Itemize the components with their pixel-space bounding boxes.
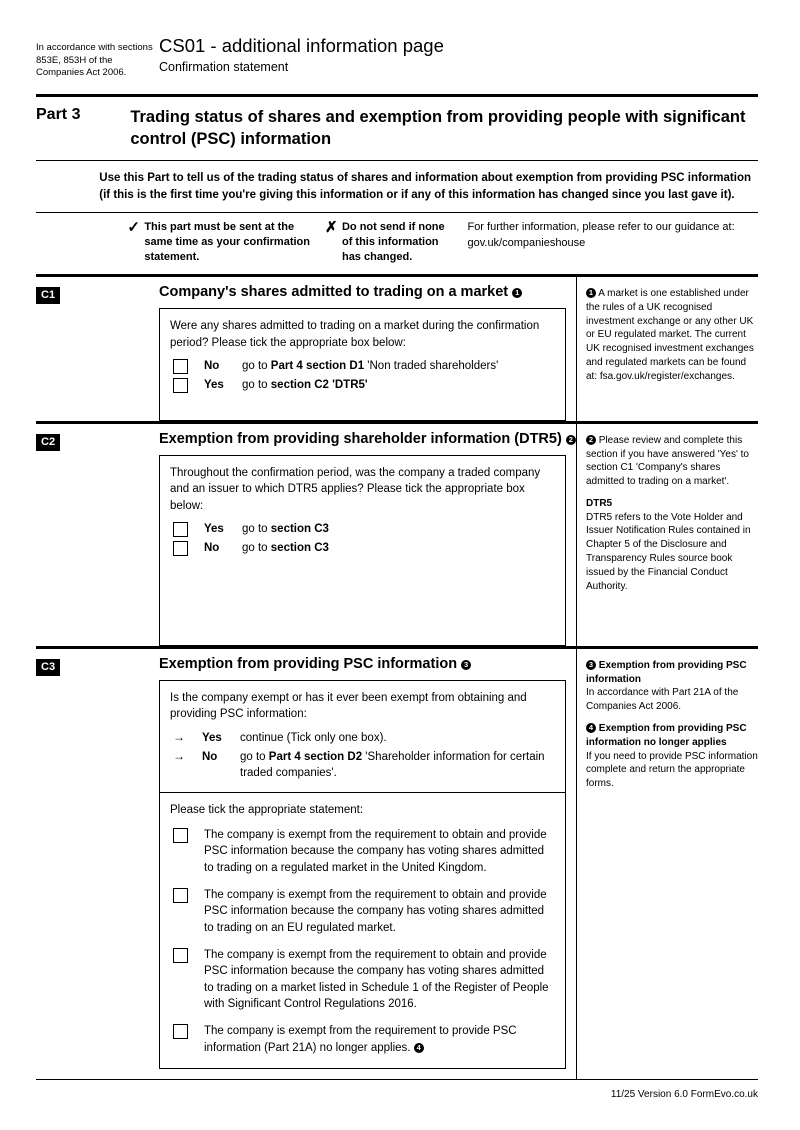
section-c1-option-no[interactable] bbox=[170, 358, 555, 374]
option-bold: Part 4 section D2 bbox=[268, 751, 363, 764]
option-bold: Part 4 section D1 bbox=[270, 360, 365, 373]
section-c1-main bbox=[158, 277, 576, 421]
arrow-icon: → bbox=[173, 729, 185, 744]
part-label: Part 3 bbox=[36, 105, 81, 123]
note-marker-3-icon: 3 bbox=[461, 660, 471, 670]
sidenote-2 bbox=[586, 434, 758, 489]
section-tag-c3: C3 bbox=[36, 659, 60, 676]
option-lead: go to bbox=[242, 379, 271, 392]
section-tag-c1: C1 bbox=[36, 287, 60, 304]
option-lead: go to bbox=[242, 523, 271, 536]
note-marker-2-icon: 2 bbox=[586, 435, 596, 445]
note-marker-1-icon: 1 bbox=[512, 288, 522, 298]
note-marker-1-icon: 1 bbox=[586, 288, 596, 298]
sidenote-dtr5-text: DTR5 refers to the Vote Holder and Issuer Notification Rules contained in Chapter 5 of the Disclosure and Transparency Rules source book issued by the Financial Conduct Authority. bbox=[586, 511, 751, 592]
page-subtitle: Confirmation statement bbox=[159, 60, 289, 75]
option-lead: go to bbox=[242, 542, 271, 555]
option-desc bbox=[242, 521, 329, 537]
note-marker-2-icon: 2 bbox=[566, 435, 576, 445]
sidenote-dtr5 bbox=[586, 497, 758, 594]
statement-text bbox=[204, 1023, 555, 1056]
statement-row-4[interactable] bbox=[170, 1023, 555, 1056]
section-c1-heading bbox=[159, 284, 576, 301]
statement-text: The company is exempt from the requirement to obtain and provide PSC information because the company has voting shares admitted to trading on an EU regulated market. bbox=[204, 889, 547, 934]
option-label: Yes bbox=[204, 523, 224, 536]
part-band bbox=[36, 97, 758, 161]
notice-send-with bbox=[127, 220, 325, 265]
checkbox-c3-statement-1[interactable] bbox=[173, 828, 188, 843]
option-lead: go to bbox=[240, 751, 269, 764]
option-desc bbox=[242, 377, 368, 393]
section-c2 bbox=[36, 421, 758, 646]
option-bold: section C2 'DTR5' bbox=[270, 379, 368, 392]
section-c1-box bbox=[159, 308, 566, 420]
arrow-icon: → bbox=[173, 749, 185, 764]
gutter bbox=[36, 220, 127, 265]
section-c2-sidenotes bbox=[576, 424, 758, 646]
note-marker-4-icon: 4 bbox=[414, 1043, 424, 1053]
checkbox-c3-statement-4[interactable] bbox=[173, 1024, 188, 1039]
section-c3-main bbox=[158, 649, 576, 1079]
statement-text-inner: The company is exempt from the requirement to provide PSC information (Part 21A) no longer applies. bbox=[204, 1025, 517, 1054]
legal-reference: In accordance with sections 853E, 853H of the Companies Act 2006. bbox=[36, 42, 153, 79]
tick-icon: ✓ bbox=[127, 219, 140, 237]
section-c2-main bbox=[158, 424, 576, 646]
gutter bbox=[36, 424, 158, 646]
section-c3-option-yes[interactable] bbox=[170, 730, 555, 746]
section-c1-sidenotes bbox=[576, 277, 758, 421]
page-title: CS01 - additional information page bbox=[159, 35, 444, 56]
checkbox-c3-statement-3[interactable] bbox=[173, 948, 188, 963]
notice-do-not-send-text: Do not send if none of this information has changed. bbox=[341, 221, 445, 264]
section-c3 bbox=[36, 646, 758, 1079]
option-desc bbox=[240, 749, 555, 782]
option-label: No bbox=[204, 360, 220, 373]
sidenote-3-text: In accordance with Part 21A of the Companies Act 2006. bbox=[586, 687, 739, 713]
checkbox-c1-yes[interactable] bbox=[173, 378, 188, 393]
option-bold: section C3 bbox=[270, 523, 329, 536]
statement-row-2[interactable] bbox=[170, 887, 555, 936]
part-intro-text: Use this Part to tell us of the trading status of shares and information about exemption from providing PSC information (if this is the first time you're giving this information or if any of this information has changed since you last gave it). bbox=[99, 172, 752, 201]
statement-text: The company is exempt from the requirement to obtain and provide PSC information because the company has voting shares admitted to trading on a regulated market in the United Kingdom. bbox=[204, 829, 547, 874]
notice-row bbox=[36, 213, 758, 274]
section-c1-question: Were any shares admitted to trading on a market during the confirmation period? Please tick the appropriate box below: bbox=[170, 320, 540, 349]
section-c3-question: Is the company exempt or has it ever been exempt from obtaining and providing PSC information: bbox=[170, 692, 527, 721]
sidenote-1-text: A market is one established under the rules of a UK recognised investment exchange or any other UK or EU regulated market. The current UK recognised investment exchanges and regulated markets can be found at: fsa.gov.uk/register/exchanges. bbox=[586, 288, 754, 382]
option-lead: go to bbox=[242, 360, 271, 373]
gutter bbox=[36, 170, 98, 203]
page-footer: 11/25 Version 6.0 FormEvo.co.uk bbox=[610, 1089, 758, 1100]
part-intro-band bbox=[36, 161, 758, 212]
divider bbox=[36, 1079, 758, 1080]
page-header bbox=[36, 36, 758, 94]
cross-icon: ✗ bbox=[324, 219, 338, 237]
sidenote-4-text: If you need to provide PSC information complete and return the appropriate forms. bbox=[586, 750, 758, 790]
gutter bbox=[36, 649, 158, 1079]
option-label: No bbox=[202, 751, 218, 764]
section-c2-heading bbox=[159, 431, 576, 448]
part-title: Trading status of shares and exemption from providing people with significant control (PSC) information bbox=[130, 107, 746, 148]
note-marker-3-icon: 3 bbox=[586, 660, 596, 670]
title-block bbox=[158, 36, 444, 75]
section-c2-option-no[interactable] bbox=[170, 540, 555, 556]
checkbox-c2-yes[interactable] bbox=[173, 522, 188, 537]
section-c2-heading-text: Exemption from providing shareholder information (DTR5) bbox=[159, 430, 562, 447]
statement-row-1[interactable] bbox=[170, 827, 555, 876]
checkbox-c3-statement-2[interactable] bbox=[173, 888, 188, 903]
option-label: No bbox=[204, 542, 220, 555]
section-tag-c2: C2 bbox=[36, 434, 60, 451]
option-desc bbox=[242, 358, 498, 374]
option-desc bbox=[242, 540, 329, 556]
notice-do-not-send bbox=[325, 220, 458, 265]
note-marker-4-icon: 4 bbox=[586, 723, 596, 733]
option-label: Yes bbox=[204, 379, 224, 392]
sidenote-4 bbox=[586, 722, 758, 791]
section-c2-option-yes[interactable] bbox=[170, 521, 555, 537]
sidenote-1 bbox=[586, 287, 758, 384]
section-c1 bbox=[36, 274, 758, 421]
option-bold: section C3 bbox=[270, 542, 329, 555]
sidenote-2-text: Please review and complete this section if you have answered 'Yes' to section C1 'Company's shares admitted to trading on a market'. bbox=[586, 434, 749, 488]
section-c3-option-no[interactable] bbox=[170, 749, 555, 782]
statements-intro: Please tick the appropriate statement: bbox=[170, 803, 364, 816]
notice-send-with-text: This part must be sent at the same time as your confirmation statement. bbox=[144, 221, 310, 264]
sidenote-dtr5-head: DTR5 bbox=[586, 497, 613, 509]
statement-text: The company is exempt from the requirement to obtain and provide PSC information because the company has voting shares admitted to trading on a market listed in Schedule 1 of the Register of People with Significant Control Regulations 2016. bbox=[204, 949, 549, 1011]
sidenote-4-head: Exemption from providing PSC information no longer applies bbox=[586, 722, 747, 748]
checkbox-c2-no[interactable] bbox=[173, 541, 188, 556]
section-c1-heading-text: Company's shares admitted to trading on a market bbox=[159, 284, 509, 300]
section-c3-box bbox=[159, 680, 566, 792]
checkbox-c1-no[interactable] bbox=[173, 359, 188, 374]
section-c3-statements-box bbox=[159, 792, 566, 1069]
section-c3-heading-text: Exemption from providing PSC information bbox=[159, 655, 458, 672]
form-page bbox=[36, 35, 758, 1100]
sidenote-3-head: Exemption from providing PSC information bbox=[586, 659, 747, 685]
section-c2-question: Throughout the confirmation period, was the company a traded company and an issuer to which DTR5 applies? Please tick the appropriate box below: bbox=[170, 467, 541, 512]
section-c3-heading bbox=[159, 656, 576, 673]
option-desc: continue (Tick only one box). bbox=[240, 731, 387, 744]
option-tail: 'Non traded shareholders' bbox=[364, 360, 499, 373]
section-c3-sidenotes bbox=[576, 649, 758, 1079]
guidance-note: For further information, please refer to our guidance at: gov.uk/companieshouse bbox=[467, 221, 735, 249]
sidenote-3 bbox=[586, 659, 758, 714]
section-c1-option-yes[interactable] bbox=[170, 377, 555, 393]
section-c2-box bbox=[159, 455, 566, 646]
gutter bbox=[36, 277, 158, 421]
option-tail: 'Shareholder information for certain traded companies'. bbox=[240, 751, 545, 780]
statement-row-3[interactable] bbox=[170, 947, 555, 1012]
option-label: Yes bbox=[202, 731, 222, 744]
